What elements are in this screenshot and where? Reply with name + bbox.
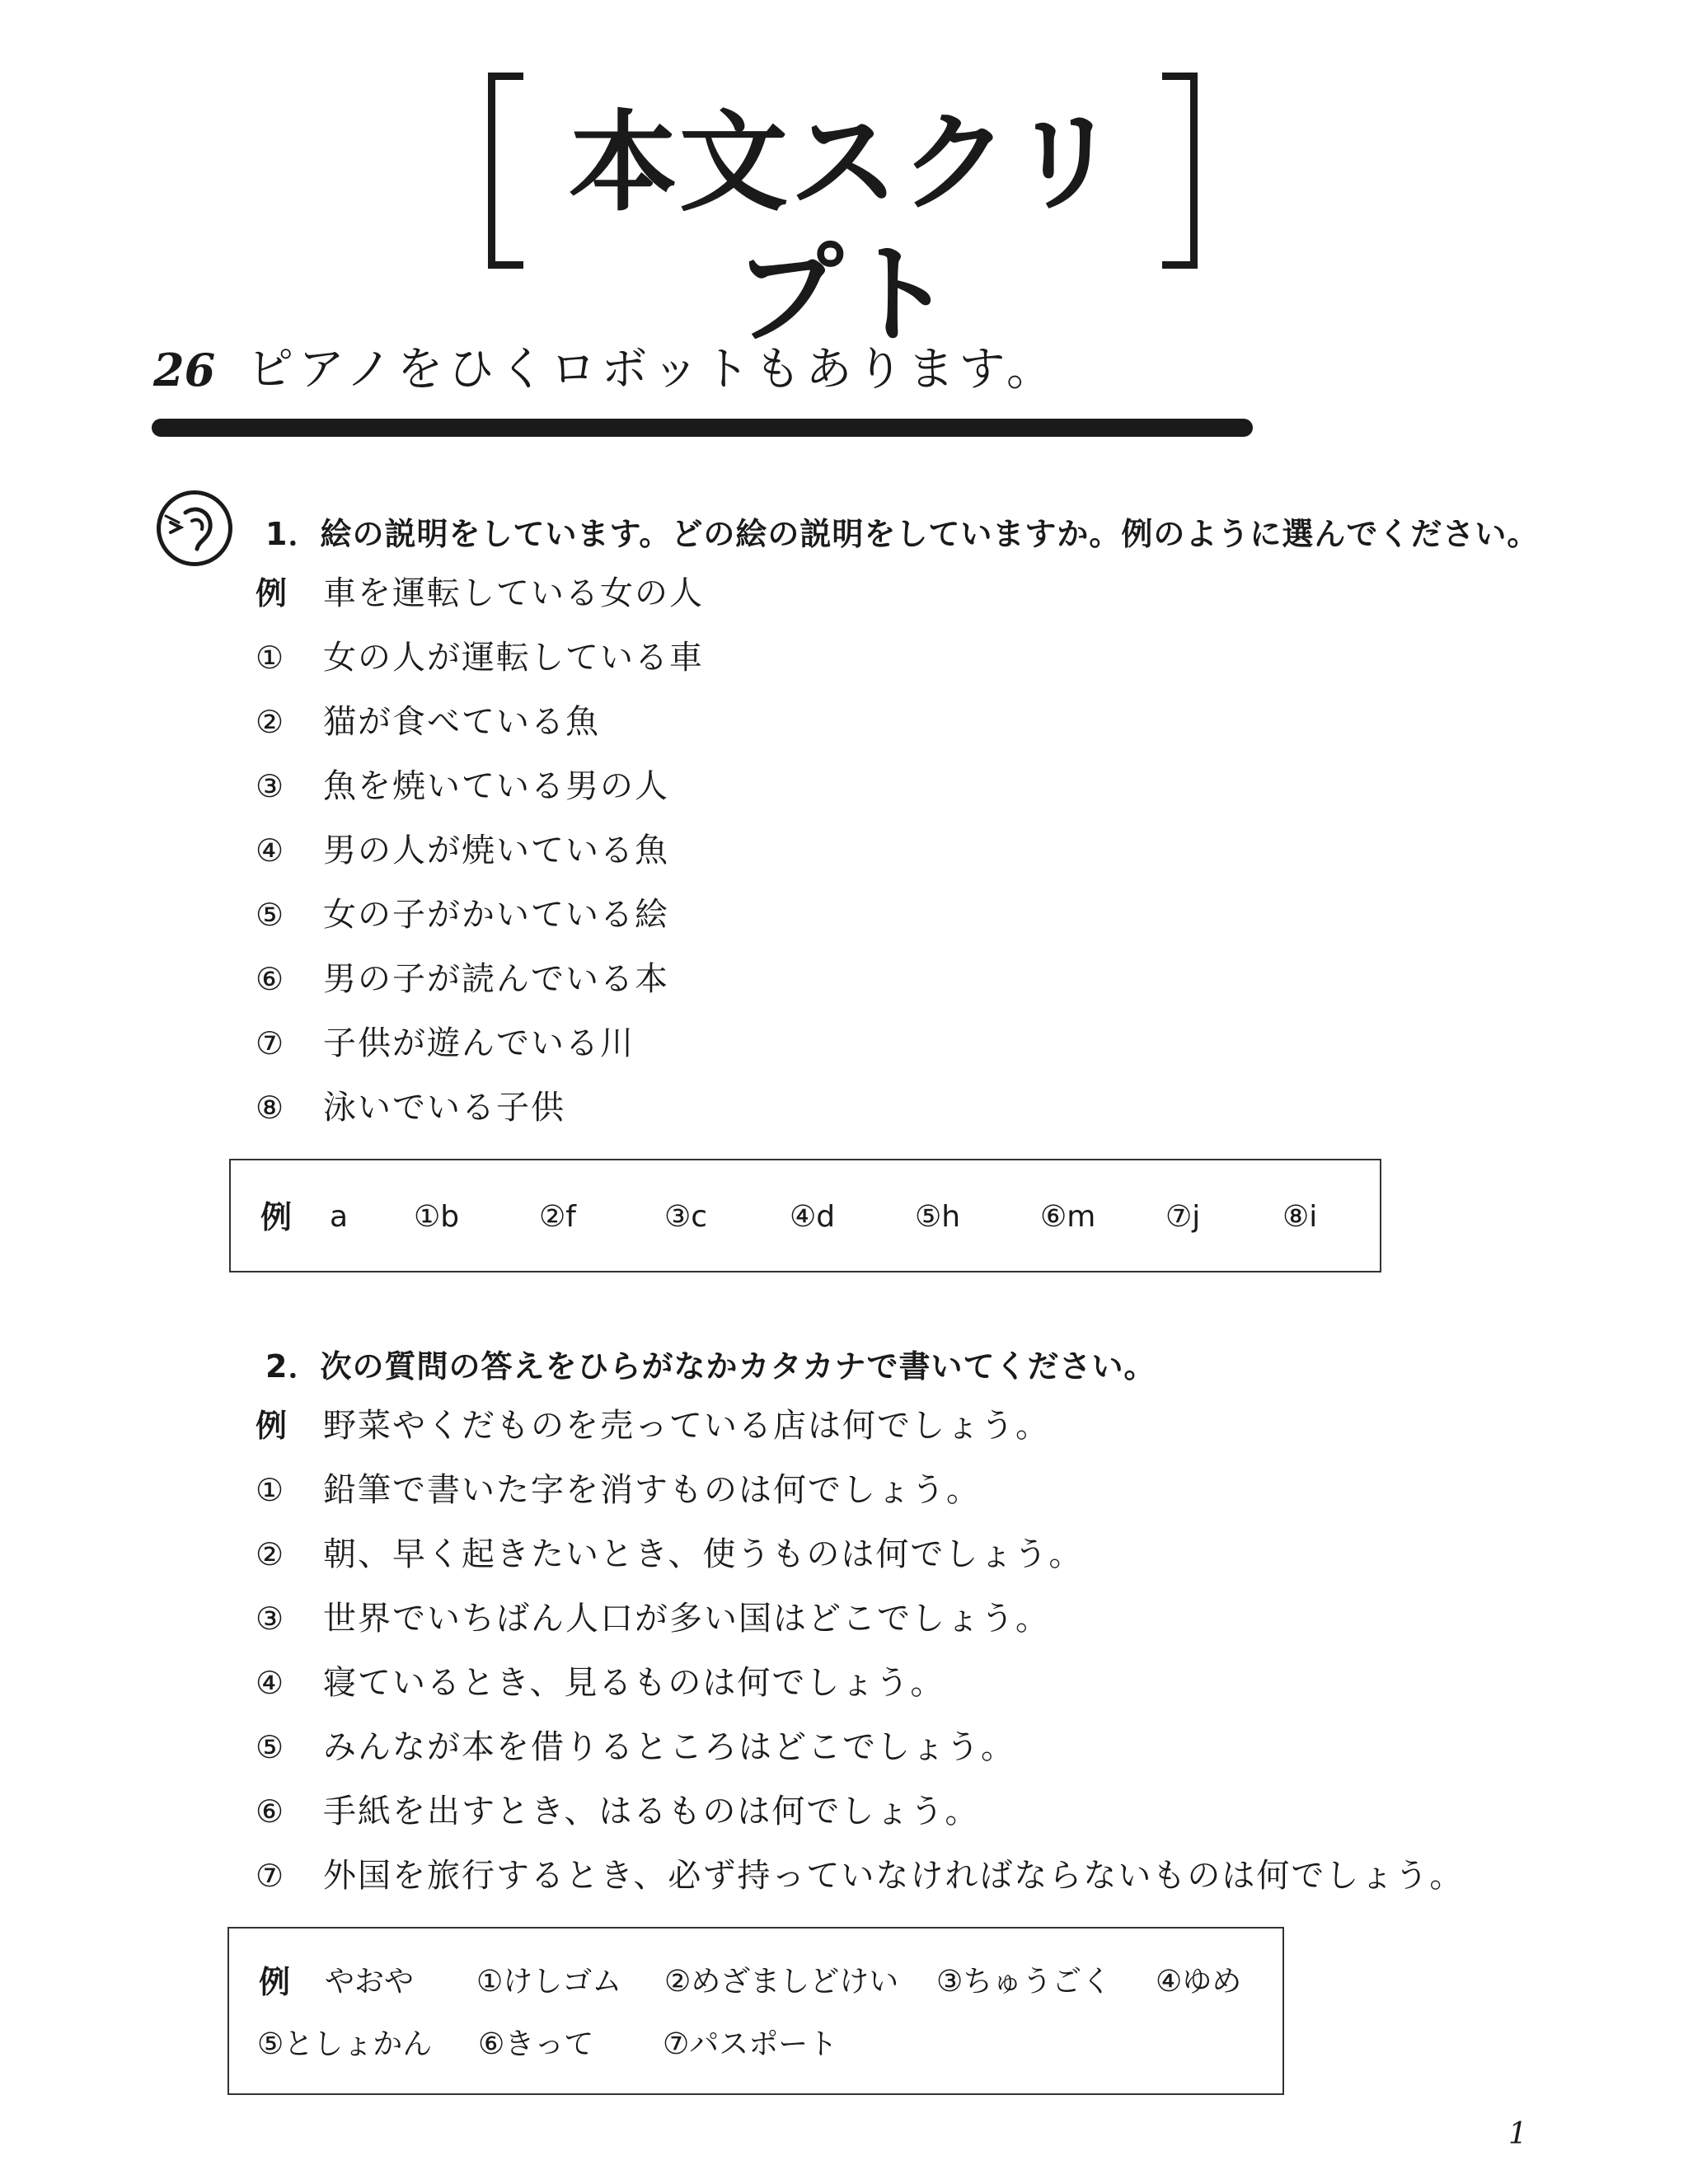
page-number: 1 [1508, 2117, 1527, 2151]
item-mark: ① [256, 1472, 284, 1508]
answer-item: ③c [664, 1200, 708, 1234]
answer-example-mark: 例 [260, 1198, 293, 1235]
section2-instruction: 2．次の質問の答えをひらがなかカタカナで書いてください。 [265, 1348, 1156, 1385]
item-mark: ③ [256, 768, 284, 804]
item-text: みんなが本を借りるところはどこでしょう。 [323, 1728, 1015, 1766]
item-mark: ④ [256, 832, 284, 869]
item-mark: ① [256, 640, 284, 676]
item-text: 車を運転している女の人 [323, 574, 704, 612]
item-text: 寝ているとき、見るものは何でしょう。 [323, 1664, 945, 1702]
item-mark: 例 [256, 574, 288, 612]
answer-item: ④d [790, 1200, 836, 1234]
section2-answer-box [227, 1927, 1284, 2095]
item-mark: 例 [256, 1407, 288, 1444]
answer-item: ⑥m [1040, 1200, 1096, 1234]
item-text: 泳いでいる子供 [323, 1089, 565, 1127]
answer-item: やおや [325, 1965, 415, 1999]
item-text: 外国を旅行するとき、必ず持っていなければならないものは何でしょう。 [323, 1857, 1465, 1895]
answer-item: ③ちゅうごく [936, 1965, 1112, 1999]
item-text: 朝、早く起きたいとき、使うものは何でしょう。 [323, 1535, 1084, 1573]
answer-item: a [330, 1200, 349, 1234]
answer-item: ⑦パスポート [663, 2027, 838, 2061]
item-text: 子供が遊んでいる川 [323, 1024, 635, 1062]
item-mark: ⑥ [256, 961, 284, 997]
answer-item: ⑤h [915, 1200, 961, 1234]
answer-item: ②f [539, 1200, 576, 1234]
item-text: 女の人が運転している車 [323, 639, 704, 677]
title-bracket-left [488, 73, 523, 269]
page-title: 本文スクリプト [569, 100, 1121, 359]
item-text: 女の子がかいている絵 [323, 896, 669, 934]
listening-ear-icon [157, 490, 232, 566]
answer-item: ①b [414, 1200, 460, 1234]
section1-instruction: 1．絵の説明をしています。どの絵の説明をしていますか。例のように選んでください。 [265, 516, 1540, 552]
item-mark: ⑦ [256, 1858, 284, 1894]
item-mark: ③ [256, 1601, 284, 1637]
answer-example-mark: 例 [259, 1963, 291, 2000]
item-text: 野菜やくだものを売っている店は何でしょう。 [323, 1407, 1050, 1445]
item-mark: ② [256, 1536, 284, 1572]
answer-item: ①けしゴム [476, 1965, 622, 1999]
section1-answer-box [229, 1159, 1381, 1272]
item-text: 男の子が読んでいる本 [323, 960, 669, 998]
item-mark: ④ [256, 1665, 284, 1701]
answer-item: ⑥きって [478, 2027, 594, 2061]
item-text: 猫が食べている魚 [323, 703, 600, 741]
item-mark: ⑤ [256, 897, 284, 933]
answer-item: ④ゆめ [1156, 1965, 1242, 1999]
title-bracket-right [1162, 73, 1198, 269]
item-text: 魚を焼いている男の人 [323, 767, 669, 805]
answer-item: ⑦j [1165, 1200, 1201, 1234]
item-text: 世界でいちばん人口が多い国はどこでしょう。 [323, 1600, 1050, 1638]
answer-item: ②めざましどけい [664, 1965, 899, 1999]
answer-item: ⑤としょかん [257, 2027, 433, 2061]
lesson-title: ピアノをひくロボットもあります。 [247, 343, 1058, 396]
item-text: 鉛筆で書いた字を消すものは何でしょう。 [323, 1471, 981, 1509]
item-mark: ⑧ [256, 1090, 284, 1126]
item-mark: ⑤ [256, 1729, 284, 1765]
item-mark: ⑥ [256, 1793, 284, 1830]
item-mark: ⑦ [256, 1025, 284, 1062]
answer-item: ⑧i [1282, 1200, 1318, 1234]
item-text: 男の人が焼いている魚 [323, 832, 669, 869]
item-text: 手紙を出すとき、はるものは何でしょう。 [323, 1793, 980, 1830]
lesson-number: 26 [153, 344, 216, 396]
lesson-divider [152, 419, 1253, 437]
item-mark: ② [256, 704, 284, 740]
